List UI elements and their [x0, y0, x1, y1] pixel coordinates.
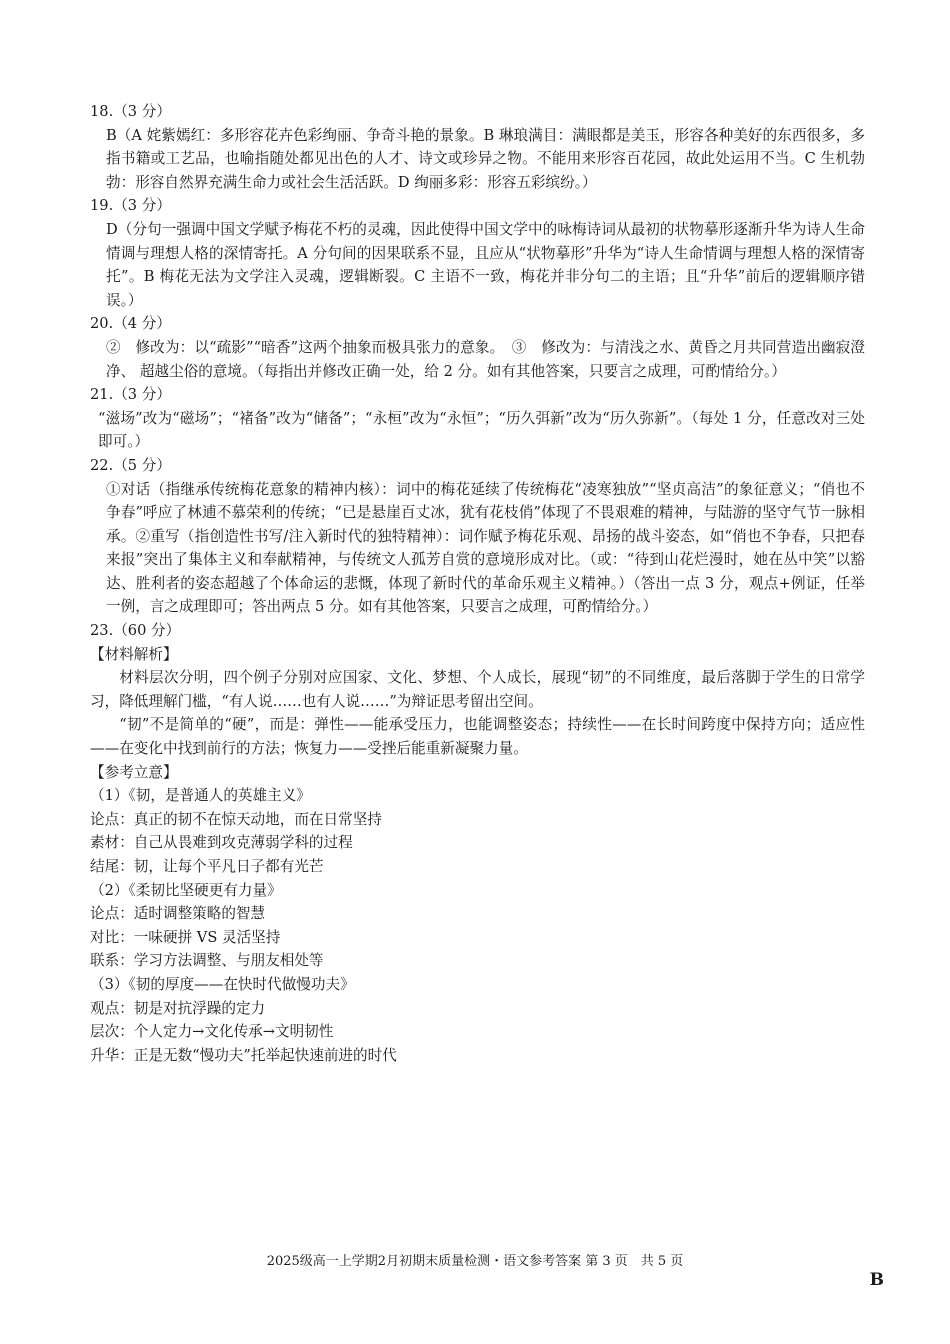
- reference-line: 层次：个人定力→文化传承→文明韧性: [90, 1023, 334, 1041]
- question-19: [90, 194, 865, 312]
- question-heading: 18.（3 分）: [90, 103, 171, 120]
- question-heading: 21.（3 分）: [90, 386, 171, 404]
- reference-title: （1）《韧，是普通人的英雄主义》: [90, 787, 311, 805]
- question-heading: 23.（60 分）: [90, 622, 181, 640]
- reference-line: 论点：真正的韧不在惊天动地，而在日常坚持: [90, 810, 382, 828]
- reference-ideas-heading: 【参考立意】: [90, 763, 178, 781]
- question-22: [90, 454, 865, 619]
- question-heading: 19.（3 分）: [90, 197, 171, 215]
- paper-version-mark: B: [869, 1270, 884, 1290]
- reference-line: 结尾：韧，让每个平凡日子都有光芒: [90, 858, 324, 875]
- reference-line: 论点：适时调整策略的智慧: [90, 905, 266, 923]
- material-paragraph: 材料层次分明，四个例子分别对应国家、文化、梦想、个人成长，展现“韧”的不同维度，最后落脚于学生的日常学习，降低理解门槛，“有人说……也有人说……”为辩证思考留出空间。: [90, 669, 865, 710]
- question-answer: ② 修改为：以“疏影”“暗香”这两个抽象而极具张力的意象。 ③ 修改为：与清浅之水、黄昏之月共同营造出幽寂澄净、 超越尘俗的意境。（每指出并修改正确一处，给 2 分。如有其他答案，只要言之成理，可酌情给分。）: [106, 338, 865, 380]
- question-heading: 20.（4 分）: [90, 315, 171, 333]
- reference-line: 联系：学习方法调整、与朋友相处等: [90, 952, 324, 970]
- reference-title: （2）《柔韧比坚硬更有力量》: [90, 881, 282, 899]
- page-footer: 2025级高一上学期2月初期末质量检测・语文参考答案 第 3 页 共 5 页: [266, 1254, 684, 1269]
- material-paragraph: “韧”不是简单的“硬”，而是：弹性——能承受压力，也能调整姿态；持续性——在长时间跨度中保持方向；适应性——在变化中找到前行的方法；恢复力——受挫后能重新凝聚力量。: [90, 716, 865, 758]
- reference-line: 升华：正是无数“慢功夫”托举起快速前进的时代: [90, 1046, 397, 1064]
- question-answer: ①对话（指继承传统梅花意象的精神内核）：词中的梅花延续了传统梅花“凌寒独放”“坚贞高洁”的象征意义；“俏也不争春”呼应了林逋不慕荣利的传统；“已是悬崖百丈冰，犹有花枝俏”体现了不畏艰难的精神，与陆游的坚守气节一脉相承。②重写（指创造性书写/注入新时代的独特精神）：词作赋予梅花乐观、昂扬的战斗姿态，如“俏也不争春，只把春来报”突出了集体主义和奉献精神，与传统文人孤芳自赏的意境形成对比。（或：“待到山花烂漫时，她在丛中笑”以豁达、胜利者的姿态超越了个体命运的悲慨，体现了新时代的革命乐观主义精神。）（答出一点 3 分，观点+例证，任举一例，言之成理即可；答出两点 5 分。如有其他答案，只要言之成理，可酌情给分。）: [106, 480, 865, 616]
- question-20: [90, 312, 865, 383]
- reference-line: 素材：自己从畏难到攻克薄弱学科的过程: [90, 834, 353, 852]
- answer-content: [90, 100, 865, 1067]
- question-answer: D（分句一强调中国文学赋予梅花不朽的灵魂，因此使得中国文学中的咏梅诗词从最初的状物摹形逐渐升华为诗人生命情调与理想人格的深情寄托。A 分句间的因果联系不显，且应从“状物摹形”升华为“诗人生命情调与理想人格的深情寄托”。B 梅花无法为文学注入灵魂，逻辑断裂。C 主语不一致，梅花并非分句二的主语；且“升华”前后的逻辑顺序错误。）: [106, 220, 865, 309]
- question-18: [90, 100, 865, 194]
- question-21: [90, 383, 865, 454]
- question-heading: 22.（5 分）: [90, 456, 171, 474]
- question-answer: B（A 姹紫嫣红：多形容花卉色彩绚丽、争奇斗艳的景象。B 琳琅满目：满眼都是美玉，形容各种美好的东西很多，多指书籍或工艺品，也喻指随处都见出色的人才、诗文或珍异之物。不能用来形容百花园，故此处运用不当。C 生机勃勃：形容自然界充满生命力或社会生活活跃。D 绚丽多彩：形容五彩缤纷。）: [106, 126, 865, 191]
- question-23: [90, 619, 865, 1067]
- reference-title: （3）《韧的厚度——在快时代做慢功夫》: [90, 975, 355, 993]
- material-analysis-heading: 【材料解析】: [90, 645, 178, 663]
- question-answer: “滋场”改为“磁场”；“褚备”改为“储备”；“永桓”改为“永恒”；“历久弭新”改为“历久弥新”。（每处 1 分，任意改对三处即可。）: [98, 409, 865, 451]
- reference-line: 对比：一味硬拼 VS 灵活坚持: [90, 928, 281, 946]
- reference-line: 观点：韧是对抗浮躁的定力: [90, 999, 266, 1017]
